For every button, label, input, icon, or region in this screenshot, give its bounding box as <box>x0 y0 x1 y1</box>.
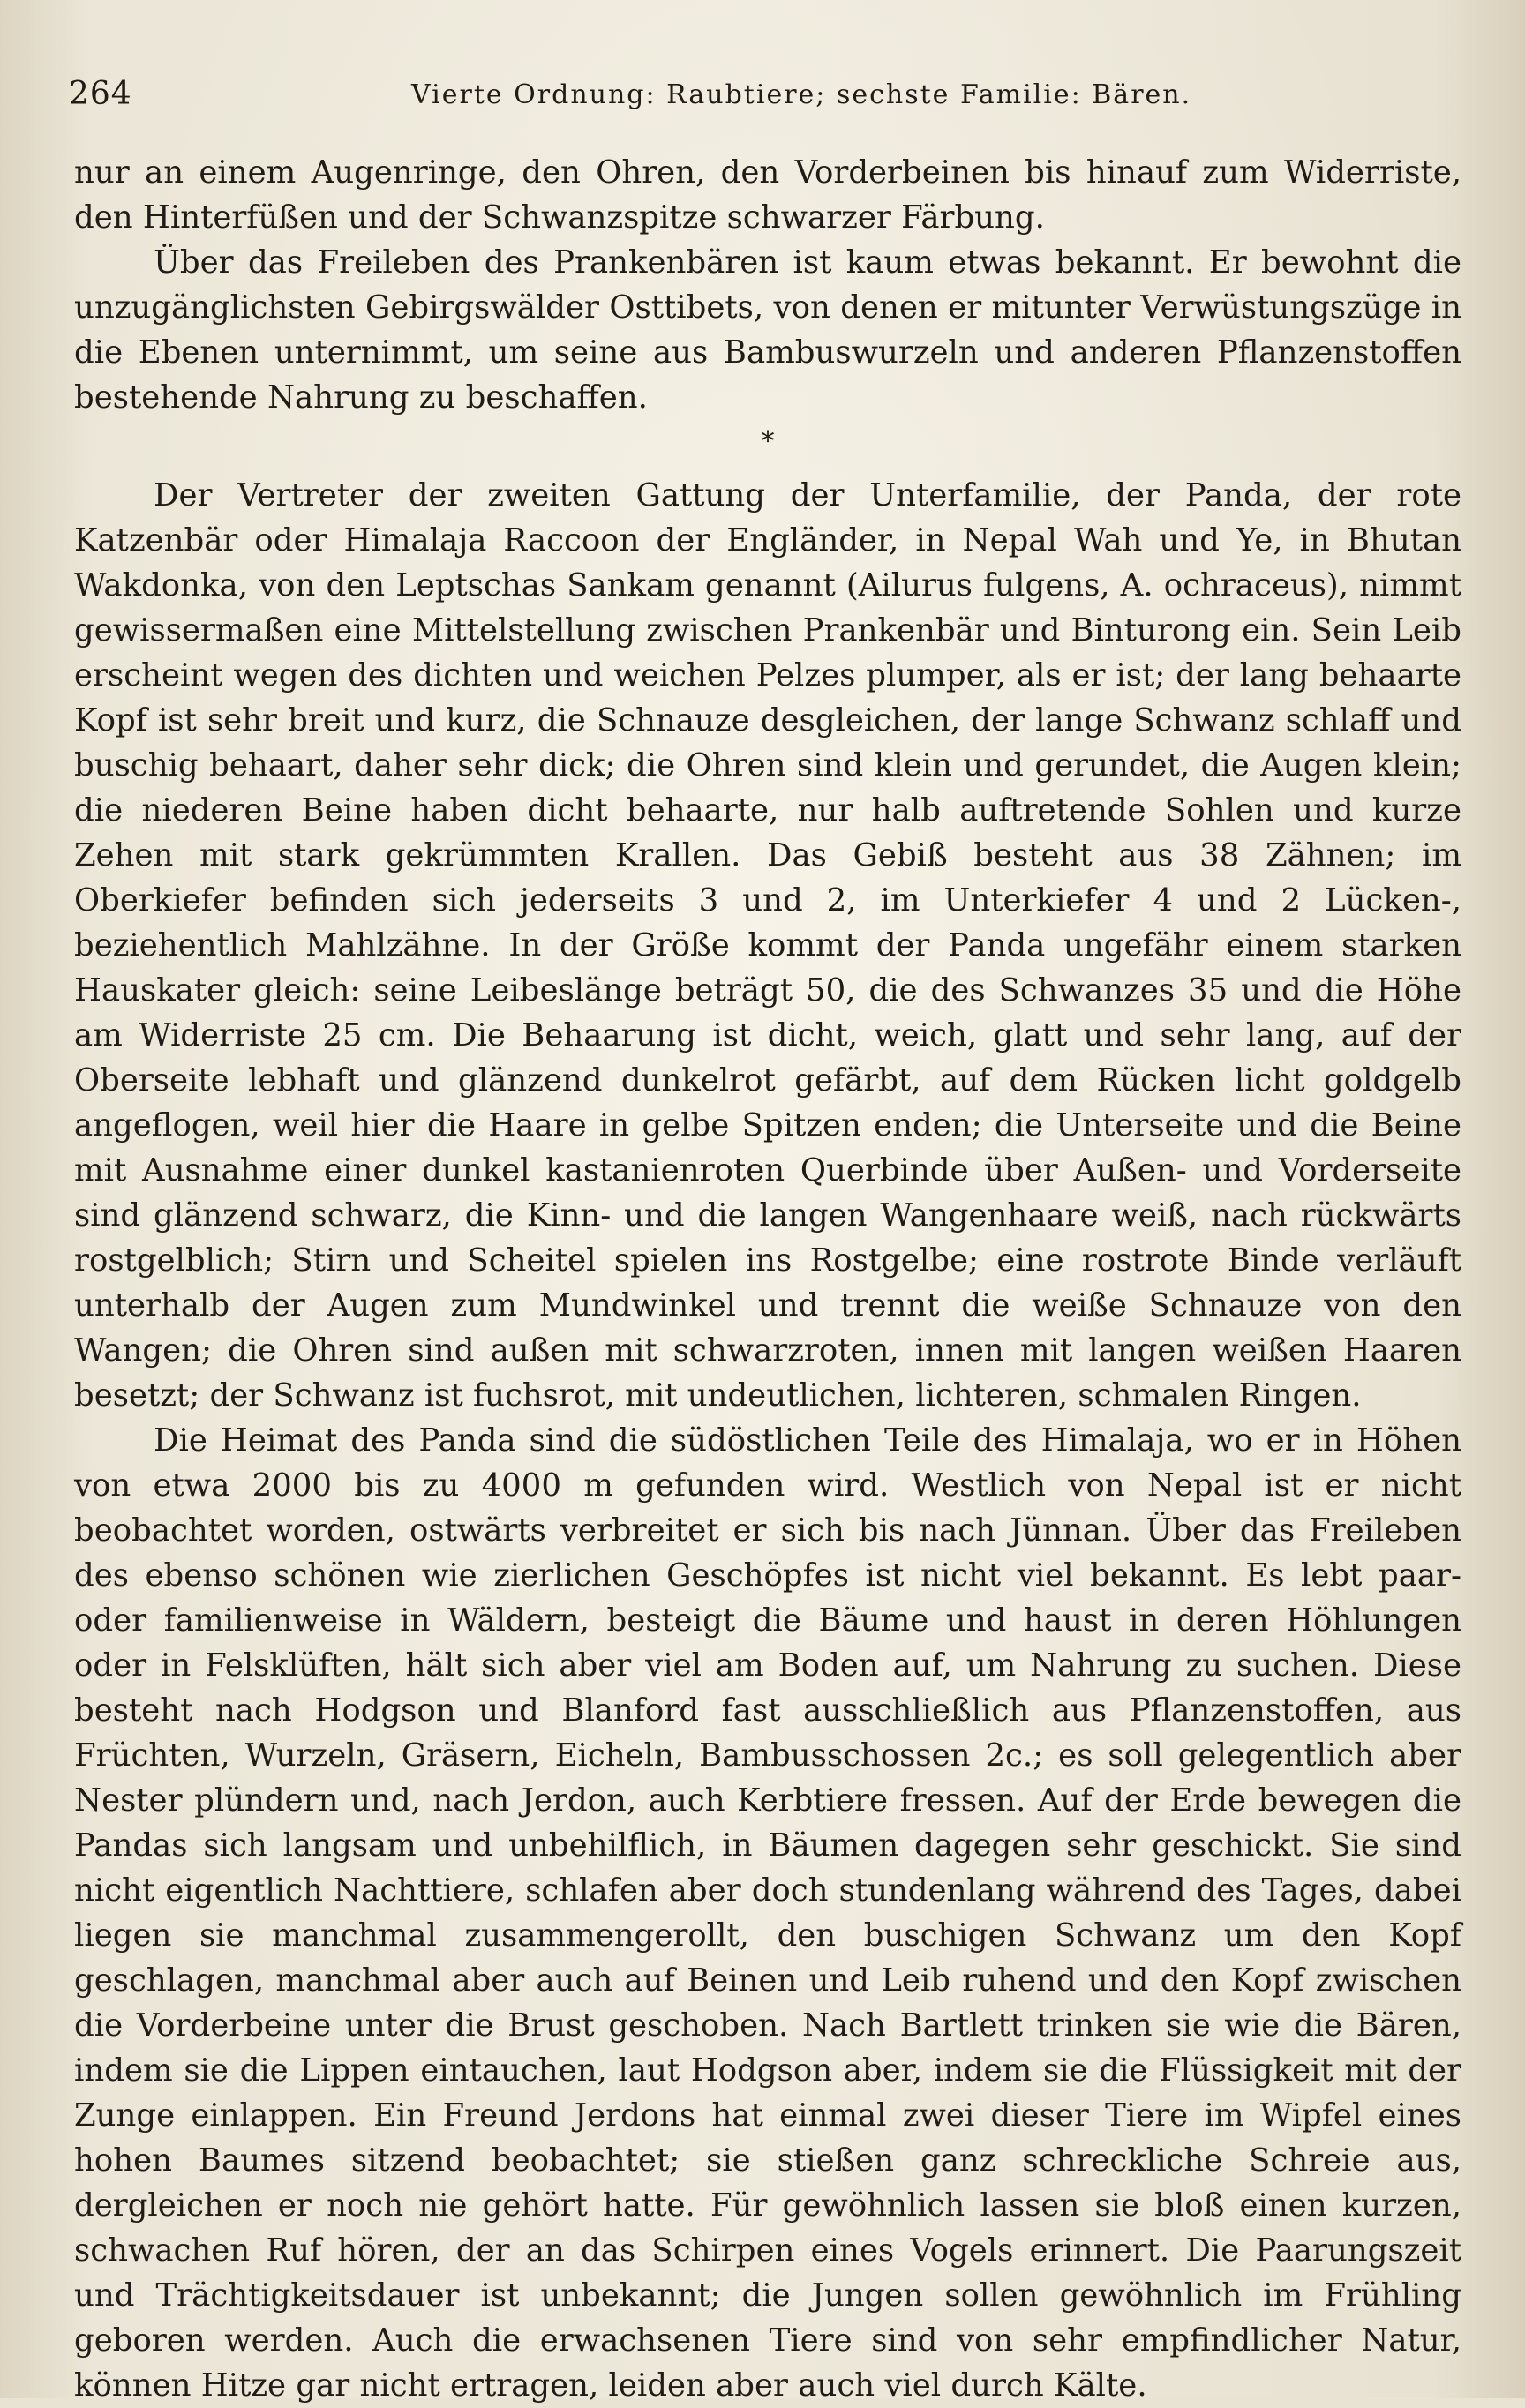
paragraph: nur an einem Augenringe, den Ohren, den Vorderbeinen bis hinauf zum Widerriste, den Hinterfüßen und der Schwanzspitze schwarzer Färbung. <box>74 154 1461 236</box>
body-text <box>74 150 1461 2408</box>
section-divider: * <box>761 426 775 457</box>
running-head: Vierte Ordnung: Raubtiere; sechste Familie: Bären. <box>411 79 1192 110</box>
page-number: 264 <box>69 76 132 112</box>
page-header <box>69 76 1463 122</box>
paragraph: Die Heimat des Panda sind die südöstlichen Teile des Himalaja, wo er in Höhen von etwa 2000 bis zu 4000 m gefunden wird. Westlich von Nepal ist er nicht beobachtet worden, ostwärts verbreitet er sich bis nach Jünnan. Über das Freileben des ebenso schönen wie zierlichen Geschöpfes ist nicht viel bekannt. Es lebt paar- oder familienweise in Wäldern, besteigt die Bäume und haust in deren Höhlungen oder in Felsklüften, hält sich aber viel am Boden auf, um Nahrung zu suchen. Diese besteht nach Hodgson und Blanford fast ausschließlich aus Pflanzenstoffen, aus Früchten, Wurzeln, Gräsern, Eicheln, Bambusschossen 2c.; es soll gelegentlich aber Nester plündern und, nach Jerdon, auch Kerbtiere fressen. Auf der Erde bewegen die Pandas sich langsam und unbehilflich, in Bäumen dagegen sehr geschickt. Sie sind nicht eigentlich Nachttiere, schlafen aber doch stundenlang während des Tages, dabei liegen sie manchmal zusammengerollt, den buschigen Schwanz um den Kopf geschlagen, manchmal aber auch auf Beinen und Leib ruhend und den Kopf zwischen die Vorderbeine unter die Brust geschoben. Nach Bartlett trinken sie wie die Bären, indem sie die Lippen eintauchen, laut Hodgson aber, indem sie die Flüssigkeit mit der Zunge einlappen. Ein Freund Jerdons hat einmal zwei dieser Tiere im Wipfel eines hohen Baumes sitzend beobachtet; sie stießen ganz schreckliche Schreie aus, dergleichen er noch nie gehört hatte. Für gewöhnlich lassen sie bloß einen kurzen, schwachen Ruf hören, der an das Schirpen eines Vogels erinnert. Die Paarungszeit und Trächtigkeitsdauer ist unbekannt; die Jungen sollen gewöhnlich im Frühling geboren werden. Auch die erwachsenen Tiere sind von sehr empfindlicher Natur, können Hitze gar nicht ertragen, leiden aber auch viel durch Kälte. <box>74 1422 1461 2404</box>
paragraph: Der Vertreter der zweiten Gattung der Unterfamilie, der Panda, der rote Katzenbär oder Himalaja Raccoon der Engländer, in Nepal Wah und Ye, in Bhutan Wakdonka, von den Leptschas Sankam genannt (Ailurus fulgens, A. ochraceus), nimmt gewissermaßen eine Mittelstellung zwischen Prankenbär und Binturong ein. Sein Leib erscheint wegen des dichten und weichen Pelzes plumper, als er ist; der lang behaarte Kopf ist sehr breit und kurz, die Schnauze desgleichen, der lange Schwanz schlaff und buschig behaart, daher sehr dick; die Ohren sind klein und gerundet, die Augen klein; die niederen Beine haben dicht behaarte, nur halb auftretende Sohlen und kurze Zehen mit stark gekrümmten Krallen. Das Gebiß besteht aus 38 Zähnen; im Oberkiefer befinden sich jederseits 3 und 2, im Unterkiefer 4 und 2 Lücken-, beziehentlich Mahlzähne. In der Größe kommt der Panda ungefähr einem starken Hauskater gleich: seine Leibeslänge beträgt 50, die des Schwanzes 35 und die Höhe am Widerriste 25 cm. Die Behaarung ist dicht, weich, glatt und sehr lang, auf der Oberseite lebhaft und glänzend dunkelrot gefärbt, auf dem Rücken licht goldgelb angeflogen, weil hier die Haare in gelbe Spitzen enden; die Unterseite und die Beine mit Ausnahme einer dunkel kastanienroten Querbinde über Außen- und Vorderseite sind glänzend schwarz, die Kinn- und die langen Wangenhaare weiß, nach rückwärts rostgelblich; Stirn und Scheitel spielen ins Rostgelbe; eine rostrote Binde verläuft unterhalb der Augen zum Mundwinkel und trennt die weiße Schnauze von den Wangen; die Ohren sind außen mit schwarzroten, innen mit langen weißen Haaren besetzt; der Schwanz ist fuchsrot, mit undeutlichen, lichteren, schmalen Ringen. <box>74 477 1461 1414</box>
paragraph: Über das Freileben des Prankenbären ist kaum etwas bekannt. Er bewohnt die unzugänglichsten Gebirgswälder Osttibets, von denen er mitunter Verwüstungszüge in die Ebenen unternimmt, um seine aus Bambuswurzeln und anderen Pflanzenstoffen bestehende Nahrung zu beschaffen. <box>74 244 1461 416</box>
